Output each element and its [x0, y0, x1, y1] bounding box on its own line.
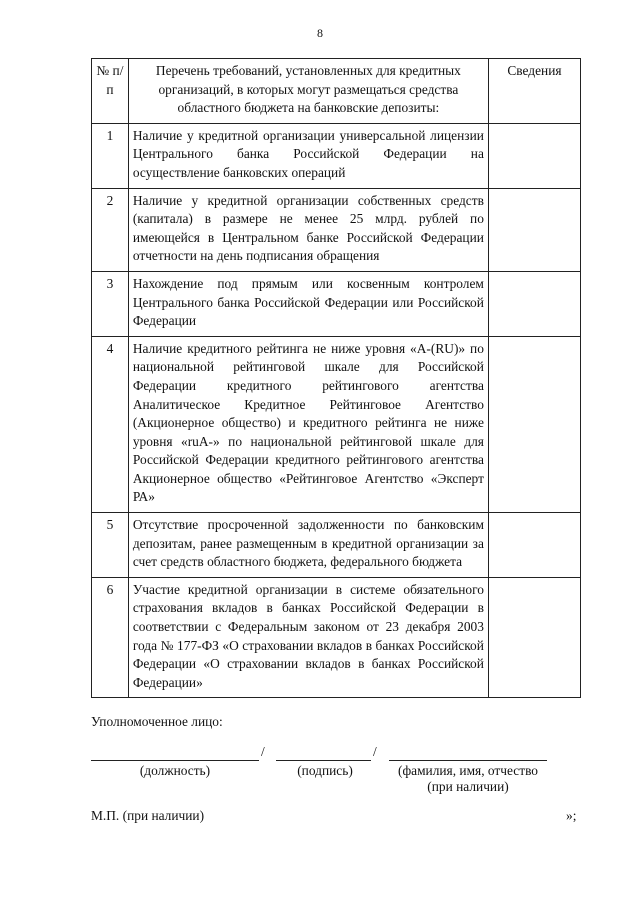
name-signature-line	[389, 760, 547, 761]
caption-full-name: (фамилия, имя, отчество (при наличии)	[397, 763, 539, 794]
row-info	[488, 336, 580, 512]
authorized-person-label: Уполномоченное лицо:	[91, 714, 223, 729]
row-requirement: Наличие у кредитной организации универсальной лицензии Центрального банка Российской Федерации на осуществление банковских операций	[128, 123, 488, 188]
page-number: 8	[317, 26, 323, 40]
table-row	[92, 577, 581, 698]
row-requirement: Отсутствие просроченной задолженности по банковским депозитам, ранее размещенным в кредитной организации за счет средств областного бюджета, федерального бюджета	[128, 513, 488, 578]
row-number: 4	[92, 336, 129, 512]
table-row	[92, 188, 581, 271]
row-info	[488, 577, 580, 698]
header-num: № п/п	[92, 59, 129, 124]
table-row	[92, 336, 581, 512]
row-requirement: Участие кредитной организации в системе обязательного страхования вкладов в банках Российской Федерации в соответствии с Федеральным законом от 23 декабря 2003 года № 177-ФЗ «О страховании вкладов в банках Российской Федерации «О страховании вкладов в банках Российской Федерации»	[128, 577, 488, 698]
row-number: 5	[92, 513, 129, 578]
row-requirement: Нахождение под прямым или косвенным контролем Центрального банка Российской Федерации или Российской Федерации	[128, 271, 488, 336]
requirements-table	[91, 58, 581, 698]
table-row	[92, 123, 581, 188]
caption-signature: (подпись)	[297, 763, 353, 778]
table-row	[92, 513, 581, 578]
row-number: 6	[92, 577, 129, 698]
row-number: 2	[92, 188, 129, 271]
caption-position: (должность)	[139, 763, 211, 778]
row-info	[488, 188, 580, 271]
stamp-label: М.П. (при наличии)	[91, 808, 205, 823]
separator-slash-2: /	[373, 744, 377, 759]
row-requirement: Наличие у кредитной организации собственных средств (капитала) в размере не менее 25 млрд. рублей по имеющейся в Центральном банке Российской Федерации отчетности на день подписания обращения	[128, 188, 488, 271]
row-info	[488, 271, 580, 336]
table-row	[92, 271, 581, 336]
header-info: Сведения	[488, 59, 580, 124]
row-info	[488, 123, 580, 188]
signature-line	[276, 760, 371, 761]
closing-quote: »;	[566, 808, 577, 823]
table-header-row	[92, 59, 581, 124]
row-number: 1	[92, 123, 129, 188]
row-number: 3	[92, 271, 129, 336]
header-requirement: Перечень требований, установленных для кредитных организаций, в которых могут размещаться средства областного бюджета на банковские депозиты:	[128, 59, 488, 124]
row-requirement: Наличие кредитного рейтинга не ниже уровня «A-(RU)» по национальной рейтинговой шкале для Российской Федерации кредитного рейтингового агентства Аналитическое Кредитное Рейтинговое Агентство (Акционерное общество) и кредитного рейтинга не ниже уровня «ruA-» по национальной рейтинговой шкале для Российской Федерации кредитного рейтингового агентства Акционерное общество «Рейтинговое Агентство «Эксперт РА»	[128, 336, 488, 512]
separator-slash-1: /	[261, 744, 265, 759]
position-signature-line	[91, 760, 259, 761]
row-info	[488, 513, 580, 578]
